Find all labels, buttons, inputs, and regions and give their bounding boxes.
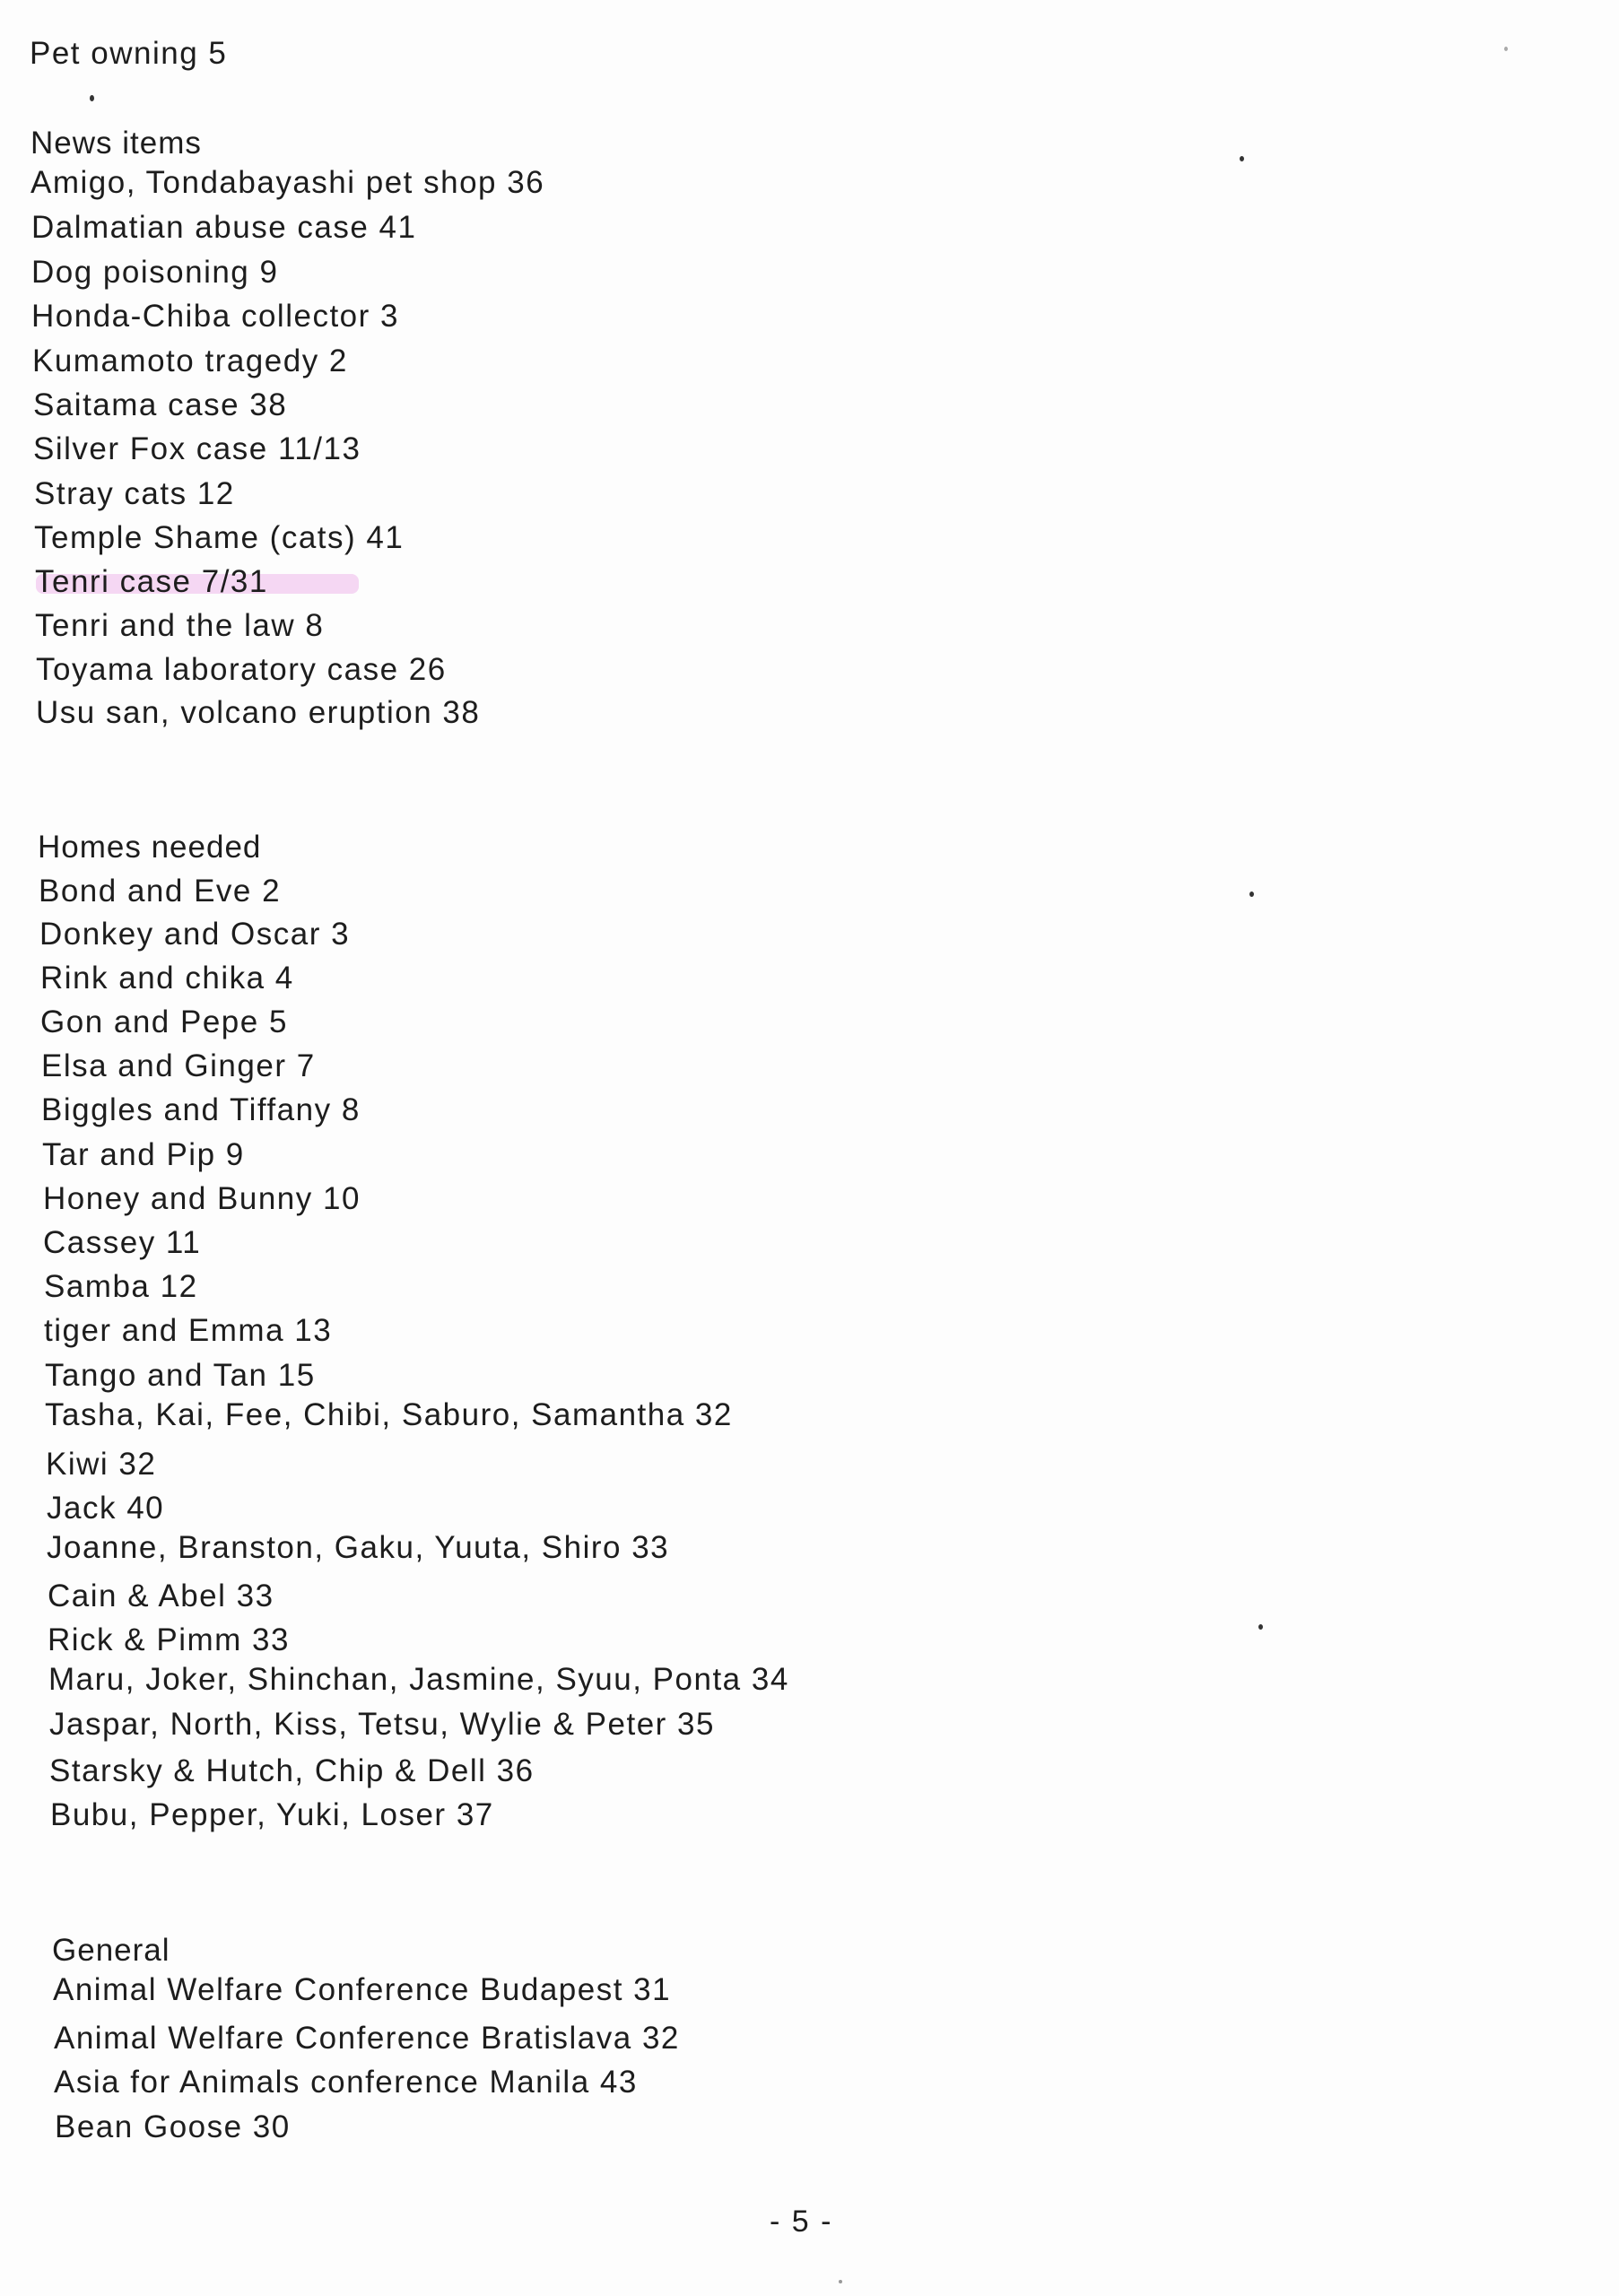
- homes-item: Starsky & Hutch, Chip & Dell 36: [49, 1753, 535, 1788]
- general-item: Animal Welfare Conference Budapest 31: [53, 1972, 672, 2007]
- page-number: - 5 -: [770, 2205, 833, 2239]
- news-item: Stray cats 12: [34, 476, 235, 511]
- general-item: Animal Welfare Conference Bratislava 32: [54, 2021, 680, 2056]
- scan-speck: [90, 95, 94, 101]
- news-item: Saitama case 38: [33, 387, 288, 422]
- homes-item: Maru, Joker, Shinchan, Jasmine, Syuu, Ponta 34: [48, 1662, 789, 1697]
- homes-needed-heading: Homes needed: [38, 830, 262, 865]
- homes-item: Joanne, Branston, Gaku, Yuuta, Shiro 33: [47, 1530, 670, 1565]
- pet-owning-entry: Pet owning 5: [30, 36, 228, 71]
- news-items-heading: News items: [30, 126, 202, 161]
- news-item: Toyama laboratory case 26: [36, 652, 447, 687]
- homes-item: Jaspar, North, Kiss, Tetsu, Wylie & Peter 35: [49, 1707, 715, 1742]
- news-item: Usu san, volcano eruption 38: [36, 695, 481, 730]
- homes-item: Tar and Pip 9: [42, 1137, 245, 1172]
- news-item: Honda-Chiba collector 3: [31, 299, 399, 334]
- homes-item: Biggles and Tiffany 8: [41, 1092, 361, 1127]
- homes-item: Rink and chika 4: [40, 961, 294, 996]
- news-item: Silver Fox case 11/13: [33, 431, 361, 466]
- homes-item: Rick & Pimm 33: [48, 1622, 290, 1657]
- news-item: Temple Shame (cats) 41: [34, 520, 405, 555]
- homes-item: Cassey 11: [43, 1225, 202, 1260]
- general-heading: General: [52, 1933, 170, 1968]
- homes-item: Kiwi 32: [46, 1447, 157, 1482]
- homes-item: Gon and Pepe 5: [40, 1004, 288, 1039]
- homes-item: Bubu, Pepper, Yuki, Loser 37: [50, 1797, 494, 1832]
- news-item: Dog poisoning 9: [31, 255, 279, 290]
- homes-item: Bond and Eve 2: [39, 874, 282, 909]
- homes-item: Donkey and Oscar 3: [39, 917, 351, 952]
- homes-item: Samba 12: [44, 1269, 198, 1304]
- homes-item: Jack 40: [47, 1491, 165, 1526]
- scan-speck: [1258, 1624, 1263, 1630]
- homes-item: Elsa and Ginger 7: [41, 1048, 316, 1083]
- scan-speck: [1504, 47, 1508, 51]
- scan-speck: [839, 2280, 842, 2283]
- homes-item: Tango and Tan 15: [45, 1358, 316, 1393]
- general-item: Bean Goose 30: [55, 2109, 291, 2144]
- homes-item: Cain & Abel 33: [48, 1578, 274, 1613]
- news-item: Amigo, Tondabayashi pet shop 36: [30, 165, 545, 200]
- news-item: Dalmatian abuse case 41: [31, 210, 417, 245]
- general-item: Asia for Animals conference Manila 43: [54, 2065, 638, 2100]
- homes-item: Tasha, Kai, Fee, Chibi, Saburo, Samantha 32: [45, 1397, 733, 1432]
- news-item: Tenri case 7/31: [35, 564, 268, 599]
- homes-item: Honey and Bunny 10: [43, 1181, 361, 1216]
- news-item: Kumamoto tragedy 2: [32, 344, 348, 378]
- scan-speck: [1240, 156, 1244, 161]
- homes-item: tiger and Emma 13: [44, 1313, 333, 1348]
- news-item: Tenri and the law 8: [35, 608, 325, 643]
- scan-speck: [1249, 891, 1254, 897]
